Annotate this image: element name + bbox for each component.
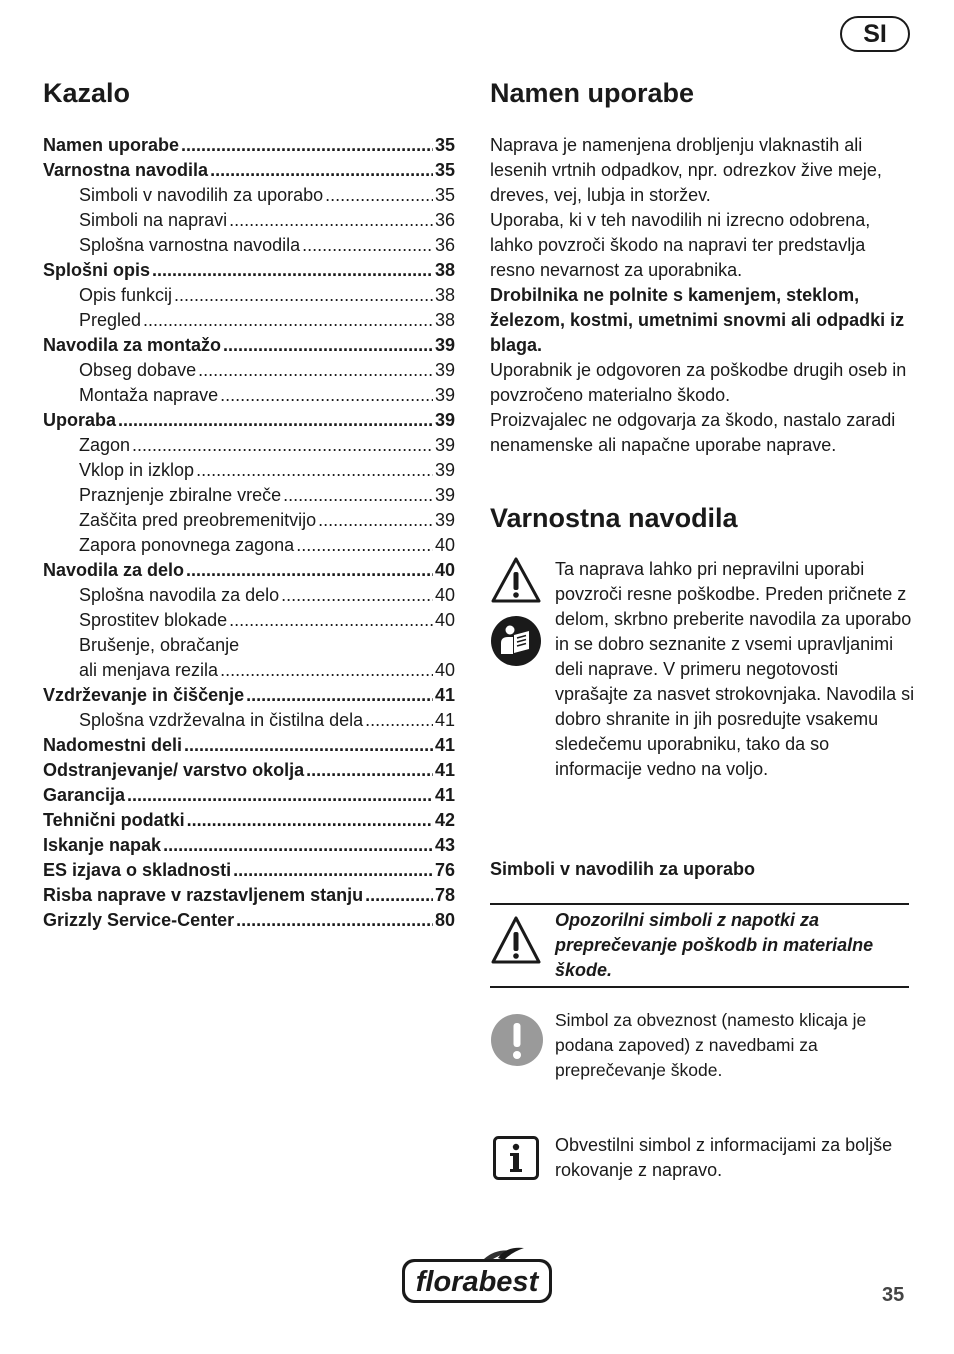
toc-leader-dots bbox=[187, 808, 433, 833]
toc-entry-label: Simboli v navodilih za uporabo bbox=[79, 185, 324, 205]
toc-entry-page: 35 bbox=[434, 160, 455, 180]
toc-leader-dots bbox=[220, 383, 433, 408]
purpose-p2: Uporaba, ki v teh navodilih ni izrecno odobrena, lahko povzroči škodo na napravi ter predstavlja resno nevarnost za uporabnika. bbox=[490, 210, 871, 280]
toc-entry-label: Vklop in izklop bbox=[79, 460, 195, 480]
toc-leader-dots bbox=[174, 283, 433, 308]
toc-entry-label: Brušenje, obračanje bbox=[79, 635, 240, 655]
toc-title: Kazalo bbox=[43, 78, 131, 108]
toc-entry bbox=[43, 758, 455, 783]
toc-entry-page: 39 bbox=[434, 360, 455, 380]
warning-triangle-icon bbox=[491, 916, 541, 969]
toc-leader-dots bbox=[220, 658, 433, 683]
toc-entry-page: 42 bbox=[434, 810, 455, 830]
toc-entry-page: 35 bbox=[434, 185, 455, 205]
read-manual-icon bbox=[491, 616, 541, 671]
toc-leader-dots bbox=[365, 708, 433, 733]
toc-leader-dots bbox=[246, 683, 433, 708]
toc-entry-label: Odstranjevanje/ varstvo okolja bbox=[43, 760, 305, 780]
toc-entry-page: 41 bbox=[434, 710, 455, 730]
toc-entry-page: 80 bbox=[434, 910, 455, 930]
toc-entry-page: 43 bbox=[434, 835, 455, 855]
toc-leader-dots bbox=[132, 433, 433, 458]
table-of-contents bbox=[43, 133, 455, 933]
mandatory-exclamation-icon bbox=[491, 1014, 543, 1071]
toc-entry-page: 40 bbox=[434, 660, 455, 680]
toc-entry-page: 38 bbox=[434, 285, 455, 305]
toc-entry-label: Splošni opis bbox=[43, 260, 151, 280]
toc-entry-label: Garancija bbox=[43, 785, 126, 805]
toc-entry-page: 39 bbox=[434, 385, 455, 405]
toc-leader-dots bbox=[365, 883, 433, 908]
toc-entry-label: Splošna varnostna navodila bbox=[79, 235, 301, 255]
toc-leader-dots bbox=[318, 508, 433, 533]
toc-entry bbox=[43, 308, 455, 333]
toc-leader-dots bbox=[196, 458, 433, 483]
toc-entry-label: Sprostitev blokade bbox=[79, 610, 228, 630]
toc-entry-page: 39 bbox=[434, 510, 455, 530]
toc-entry-page: 40 bbox=[434, 560, 455, 580]
toc-entry-label: Varnostna navodila bbox=[43, 160, 209, 180]
toc-entry bbox=[43, 733, 455, 758]
toc-leader-dots bbox=[127, 783, 433, 808]
mandatory-symbol-text: Simbol za obveznost (namesto klicaja je podana zapoved) z navedbami za preprečevanje škode. bbox=[555, 1010, 867, 1080]
toc-entry bbox=[43, 783, 455, 808]
toc-entry bbox=[43, 533, 455, 558]
toc-leader-dots bbox=[306, 758, 433, 783]
toc-leader-dots bbox=[283, 483, 433, 508]
toc-leader-dots bbox=[186, 558, 433, 583]
toc-entry-label: Splošna navodila za delo bbox=[79, 585, 280, 605]
toc-entry bbox=[43, 483, 455, 508]
toc-entry-page: 41 bbox=[434, 735, 455, 755]
toc-entry bbox=[43, 183, 455, 208]
toc-entry bbox=[43, 858, 455, 883]
toc-entry-label: Montaža naprave bbox=[79, 385, 219, 405]
toc-entry-page: 39 bbox=[434, 435, 455, 455]
toc-entry-page: 40 bbox=[434, 535, 455, 555]
toc-entry-page: 41 bbox=[434, 685, 455, 705]
toc-entry bbox=[43, 258, 455, 283]
toc-entry bbox=[43, 358, 455, 383]
toc-entry bbox=[43, 283, 455, 308]
toc-entry bbox=[43, 633, 455, 658]
toc-entry-page: 38 bbox=[434, 260, 455, 280]
toc-entry-label: Praznjenje zbiralne vreče bbox=[79, 485, 282, 505]
logo-text: florabest bbox=[415, 1266, 539, 1298]
toc-entry-page: 40 bbox=[434, 610, 455, 630]
divider-top bbox=[490, 903, 909, 905]
toc-entry bbox=[43, 458, 455, 483]
purpose-p5: Proizvajalec ne odgovarja za škodo, nastalo zaradi nenamenske ali napačne uporabe naprave. bbox=[490, 410, 896, 455]
toc-entry-label: Grizzly Service-Center bbox=[43, 910, 235, 930]
purpose-p4: Uporabnik je odgovoren za poškodbe drugih oseb in povzročeno materialno škodo. bbox=[490, 360, 907, 405]
toc-entry-page: 39 bbox=[434, 460, 455, 480]
toc-leader-dots bbox=[302, 233, 433, 258]
toc-entry-label: Opis funkcij bbox=[79, 285, 173, 305]
toc-leader-dots bbox=[163, 833, 433, 858]
toc-entry-label: Obseg dobave bbox=[79, 360, 197, 380]
toc-entry-page: 35 bbox=[434, 135, 455, 155]
toc-entry-label: Zaščita pred preobremenitvijo bbox=[79, 510, 317, 530]
info-icon bbox=[493, 1136, 539, 1185]
toc-entry-page: 39 bbox=[434, 485, 455, 505]
info-symbol-text: Obvestilni simbol z informacijami za boljše rokovanje z napravo. bbox=[555, 1135, 893, 1180]
toc-entry-label: Namen uporabe bbox=[43, 135, 180, 155]
toc-entry bbox=[43, 658, 455, 683]
toc-entry bbox=[43, 333, 455, 358]
toc-entry-page: 41 bbox=[434, 760, 455, 780]
toc-leader-dots bbox=[325, 183, 433, 208]
toc-leader-dots bbox=[143, 308, 433, 333]
safety-intro: Ta naprava lahko pri nepravilni uporabi povzroči resne poškodbe. Preden pričnete z delom, skrbno preberite navodila za uporabo in se dobro seznanite z vsemi upravljanimi deli naprave. V primeru negotovosti vprašajte za nasvet strokovnjaka. Navodila si dobro shranite in jih posredujte vsakemu sledečemu uporabniku, tako da so informacije vedno na voljo. bbox=[555, 559, 915, 779]
toc-entry bbox=[43, 808, 455, 833]
toc-entry-label: Uporaba bbox=[43, 410, 117, 430]
toc-entry bbox=[43, 408, 455, 433]
purpose-p3: Drobilnika ne polnite s kamenjem, steklom, železom, kostmi, umetnimi snovmi ali odpadki iz blaga. bbox=[490, 285, 905, 355]
toc-entry-page: 76 bbox=[434, 860, 455, 880]
toc-entry-label: Zapora ponovnega zagona bbox=[79, 535, 295, 555]
toc-entry bbox=[43, 208, 455, 233]
toc-leader-dots bbox=[233, 858, 433, 883]
toc-leader-dots bbox=[118, 408, 433, 433]
toc-entry bbox=[43, 908, 455, 933]
toc-entry bbox=[43, 683, 455, 708]
purpose-title: Namen uporabe bbox=[490, 78, 695, 108]
toc-leader-dots bbox=[223, 333, 433, 358]
toc-entry-page: 38 bbox=[434, 310, 455, 330]
toc-entry-label: ES izjava o skladnosti bbox=[43, 860, 232, 880]
toc-leader-dots bbox=[184, 733, 433, 758]
toc-entry-label: Simboli na napravi bbox=[79, 210, 228, 230]
toc-leader-dots bbox=[236, 908, 433, 933]
toc-entry-page: 78 bbox=[434, 885, 455, 905]
toc-entry-page: 36 bbox=[434, 235, 455, 255]
toc-entry bbox=[43, 883, 455, 908]
toc-leader-dots bbox=[281, 583, 433, 608]
toc-entry bbox=[43, 583, 455, 608]
toc-entry bbox=[43, 383, 455, 408]
toc-entry-page: 36 bbox=[434, 210, 455, 230]
toc-leader-dots bbox=[229, 608, 433, 633]
toc-entry-label: Iskanje napak bbox=[43, 835, 162, 855]
language-badge: SI bbox=[840, 16, 910, 52]
toc-entry bbox=[43, 833, 455, 858]
safety-title: Varnostna navodila bbox=[490, 503, 738, 533]
florabest-logo bbox=[400, 1244, 554, 1306]
toc-leader-dots bbox=[229, 208, 433, 233]
toc-entry bbox=[43, 158, 455, 183]
toc-leader-dots bbox=[181, 133, 433, 158]
toc-entry bbox=[43, 558, 455, 583]
toc-entry bbox=[43, 433, 455, 458]
toc-entry bbox=[43, 608, 455, 633]
warning-symbol-text: Opozorilni simboli z napotki za preprečevanje poškodb in materialne škode. bbox=[555, 910, 874, 980]
toc-entry-label: Splošna vzdrževalna in čistilna dela bbox=[79, 710, 364, 730]
toc-entry-page: 39 bbox=[434, 410, 455, 430]
purpose-p1: Naprava je namenjena drobljenju vlaknastih ali lesenih vrtnih odpadkov, npr. odrezkov žive meje, dreves, vej, lubja in storžev. bbox=[490, 135, 882, 205]
toc-entry-label: Risba naprave v razstavljenem stanju bbox=[43, 885, 364, 905]
toc-entry-label: Tehnični podatki bbox=[43, 810, 185, 830]
divider-bottom bbox=[490, 986, 909, 988]
toc-leader-dots bbox=[152, 258, 433, 283]
toc-entry bbox=[43, 133, 455, 158]
toc-entry-label: ali menjava rezila bbox=[79, 660, 219, 680]
toc-entry-label: Nadomestni deli bbox=[43, 735, 183, 755]
toc-entry-page: 40 bbox=[434, 585, 455, 605]
toc-entry-label: Navodila za montažo bbox=[43, 335, 222, 355]
warning-triangle-icon bbox=[491, 557, 541, 608]
toc-leader-dots bbox=[198, 358, 433, 383]
page-number: 35 bbox=[882, 1284, 905, 1306]
toc-entry-page: 41 bbox=[434, 785, 455, 805]
toc-leader-dots bbox=[210, 158, 433, 183]
toc-entry-label: Pregled bbox=[79, 310, 142, 330]
toc-entry bbox=[43, 508, 455, 533]
toc-entry-label: Zagon bbox=[79, 435, 131, 455]
toc-entry-page: 39 bbox=[434, 335, 455, 355]
toc-leader-dots bbox=[296, 533, 433, 558]
toc-entry bbox=[43, 233, 455, 258]
toc-entry-label: Vzdrževanje in čiščenje bbox=[43, 685, 245, 705]
symbols-heading: Simboli v navodilih za uporabo bbox=[490, 859, 756, 879]
toc-entry-label: Navodila za delo bbox=[43, 560, 185, 580]
toc-entry bbox=[43, 708, 455, 733]
purpose-text bbox=[490, 133, 910, 458]
